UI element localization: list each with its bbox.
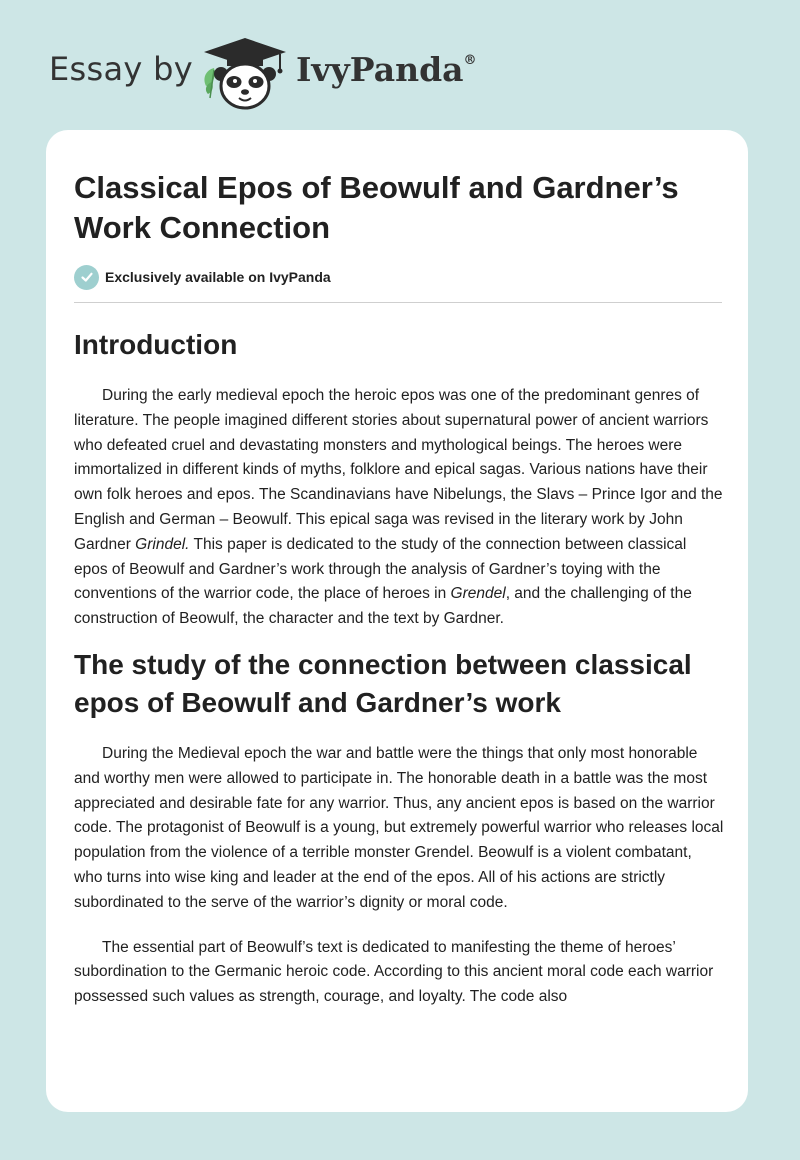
essay-content [74,326,724,1010]
leaf-icon [204,68,214,98]
exclusive-label: Exclusively available on IvyPanda [105,269,331,285]
divider [74,302,722,303]
brand-name[interactable] [296,50,477,89]
intro-text-1: During the early medieval epoch the heroic epos was one of the predominant genres of literature. The people imagined different stories about supernatural power of ancient warriors who defeated cruel and devastating monsters and mythological beings. The heroes were immortalized in different kinds of myths, folklore and epical sagas. Various nations have their own folk heroes and epos. The Scandinavians have Nibelungs, the Slavs – Prince Igor and the English and German – Beowulf. This epical saga was revised in the literary work by John Gardner [74,387,723,553]
brand-text: IvyPanda [296,50,464,89]
study-paragraph-2: The essential part of Beowulf’s text is dedicated to manifesting the theme of heroes’ subordination to the Germanic heroic code. According to this ancient moral code each warrior possessed such values as strength, courage, and loyalty. The code also [74,938,714,1006]
intro-text-2: This paper is dedicated to the study of the connection between classical epos of Beowulf and Gardner’s work through the analysis of Gardner’s toying with the conventions of the warrior code, the place of heroes in [74,535,687,603]
intro-italic-grindel: Grindel. [135,535,190,553]
essay-by-label: Essay by [49,50,193,88]
exclusive-badge [74,264,331,290]
section-heading-study: The study of the connection between classical epos of Beowulf and Gardner’s work [74,648,692,718]
section-heading-introduction: Introduction [74,329,238,360]
intro-italic-grendel: Grendel [450,585,506,603]
panda-graduate-logo-icon[interactable] [200,34,290,112]
study-paragraph-1: During the Medieval epoch the war and battle were the things that only most honorable and worthy men were allowed to participate in. The honorable death in a battle was the most appreciated and desirable fate for any warrior. Thus, any ancient epos is based on the warrior code. The protagonist of Beowulf is a young, but extremely powerful warrior who releases local population from the violence of a terrible monster Grendel. Beowulf is a violent combatant, who turns into wise king and leader at the end of the epos. All of his actions are strictly subordinated to the serve of the warrior’s dignity or moral code. [74,744,724,911]
site-header [0,0,800,130]
essay-title: Classical Epos of Beowulf and Gardner’s Work Connection [74,170,679,245]
registered-mark: ® [463,53,477,68]
intro-text-3: , and the challenging of the construction of Beowulf, the character and the text by Gardner. [74,585,692,628]
intro-paragraph [74,384,724,632]
check-icon [74,265,99,290]
essay-card [46,130,748,1112]
